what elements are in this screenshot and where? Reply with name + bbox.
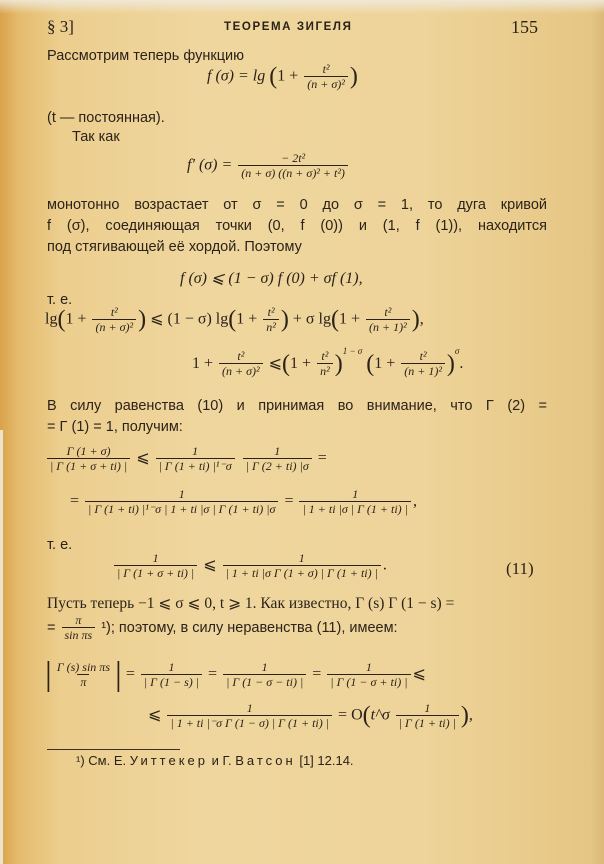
equation-log-inequality: lg(1 + $\frac{\text{t²}}{\text{(n + σ)²}}$ ) ⩽ (1 − σ) lg(1 + $\frac{\text{t²}}{\text{n²}}$ ) + σ lg(1 + $\frac{\text{t²}}{\text{(n + 1)²}}$ ), [45, 305, 424, 334]
eq4-end: , [419, 310, 424, 328]
eq10-frac-2 [396, 702, 459, 730]
paragraph-since: Так как [72, 129, 120, 145]
eq6-f2-num: 1 [192, 444, 199, 458]
eq8-f1-num: 1 [152, 551, 159, 565]
label-ie-2: т. е. [47, 537, 73, 553]
eq7-f1-num: 1 [178, 487, 185, 501]
eq8-f2-den: | 1 + ti |σ Γ (1 + σ) | Γ (1 + ti) | [223, 565, 381, 580]
eq4-b-num: t² [267, 305, 275, 319]
eq5-c-den: (n + 1)² [401, 363, 445, 378]
eq4-lg-a: lg [45, 310, 58, 328]
eq2-den: (n + σ) ((n + σ)² + t²) [238, 165, 348, 180]
eq9-eq1: = [125, 665, 135, 683]
eq6-f1-num: Γ (1 + σ) [66, 444, 111, 458]
eq9-abs-den: π [77, 674, 89, 689]
eq6-frac-1 [47, 445, 130, 473]
eq7-frac-2 [299, 488, 410, 516]
eq8-f2-num: 1 [298, 551, 305, 565]
footnote-reference: [1] 12.14. [299, 753, 354, 768]
eq4-c-num: t² [384, 305, 392, 319]
eq9-eq3: = [312, 665, 322, 683]
footnote [76, 753, 354, 768]
label-ie-1: т. е. [47, 292, 73, 308]
eq5-c-inner: 1 + [374, 355, 396, 372]
eq9-frac-3 [327, 661, 410, 689]
eq4-frac-b [263, 306, 279, 334]
footnote-author-whittaker: Уиттекер [129, 753, 208, 768]
p6-frac-den: sin πs [62, 627, 96, 642]
p6-eq: = [47, 619, 56, 636]
p6-frac-num: π [75, 613, 82, 627]
eq5-c-exp: σ [454, 346, 460, 356]
eq5-b-inner: 1 + [290, 355, 312, 372]
eq6-f2-den: | Γ (1 + ti) |¹⁻σ [156, 458, 235, 473]
running-title: ТЕОРЕМА ЗИГЕЛЯ [224, 21, 353, 33]
paragraph-gamma-line2: = Γ (1) = 1, получим: [47, 419, 183, 435]
eq1-fraction [304, 63, 348, 91]
equation-gamma-bound [45, 445, 327, 473]
equation-derivative [187, 152, 350, 180]
eq4-plus: + σ lg [292, 310, 331, 328]
equation-number-11: (11) [506, 559, 534, 578]
section-number: § 3] [47, 17, 74, 36]
eq4-a-num: t² [110, 305, 118, 319]
eq10-f1-num: 1 [246, 701, 253, 715]
eq10-t-sigma: t^σ [370, 706, 390, 724]
eq9-frac-2 [223, 661, 306, 689]
eq6-f3-num: 1 [274, 444, 281, 458]
paragraph-monotone-line2: f (σ), соединяющая точки (0, f (0)) и (1, f (1)), находится [47, 218, 547, 234]
eq5-a: 1 + [192, 355, 214, 372]
eq10-f2-num: 1 [424, 701, 431, 715]
eq10-f2-den: | Γ (1 + ti) | [396, 715, 459, 730]
eq9-frac-1 [141, 661, 202, 689]
eq9-abs-num: Γ (s) sin πs [56, 660, 110, 674]
footnote-marker: ¹) [76, 753, 85, 768]
eq2-num: − 2t² [281, 151, 306, 165]
eq5-frac-b [317, 350, 333, 378]
footnote-initial: Г. [222, 753, 232, 768]
scan-left-edge [0, 430, 3, 864]
footnote-and: и [211, 753, 219, 768]
eq1-inner: 1 + [277, 67, 299, 85]
p6-rest: ¹); поэтому, в силу неравенства (11), имеем: [101, 619, 398, 636]
eq8-f1-den: | Γ (1 + σ + ti) | [114, 565, 197, 580]
eq4-a-den: (n + σ)² [92, 319, 136, 334]
eq4-rel: ⩽ (1 − σ) lg [150, 310, 229, 328]
eq7-start: = [70, 492, 80, 510]
paragraph-monotone-line1: монотонно возрастает от σ = 0 до σ = 1, то дуга кривой [47, 197, 547, 213]
equation-power-inequality: 1 + $\frac{\text{t²}}{\text{(n + σ)²}}$ ⩽(1 + $\frac{\text{t²}}{\text{n²}}$ )$^{1 - \sigma}$ (1 + $\frac{\text{t²}}{\text{(n + 1)²}}$ )$^\sigma$. [192, 346, 464, 379]
eq9-abs-frac [54, 661, 113, 689]
eq6-end: = [317, 449, 327, 467]
eq5-rel: ⩽ [268, 355, 283, 372]
eq8-rel: ⩽ [203, 556, 217, 574]
eq4-frac-c [366, 306, 410, 334]
eq5-c-num: t² [419, 349, 427, 364]
eq5-a-den: (n + σ)² [219, 363, 263, 378]
eq7-eq: = [284, 492, 294, 510]
paragraph-t-constant: (t — постоянная). [47, 110, 165, 126]
eq4-c-den: (n + 1)² [366, 319, 410, 334]
paragraph-let-now-line1: Пусть теперь −1 ⩽ σ ⩽ 0, t ⩾ 1. Как известно, Γ (s) Γ (1 − s) = [47, 595, 455, 612]
eq4-a-inner: 1 + [65, 310, 87, 328]
eq6-frac-3 [243, 445, 312, 473]
eq9-f1-den: | Γ (1 − s) | [141, 674, 202, 689]
eq1-den: (n + σ)² [304, 76, 348, 91]
eq6-f1-den: | Γ (1 + σ + ti) | [47, 458, 130, 473]
eq5-b-den: n² [317, 363, 333, 378]
paragraph-gamma-line1: В силу равенства (10) и принимая во внимание, что Γ (2) = [47, 398, 547, 414]
eq5-a-num: t² [237, 349, 245, 364]
eq6-rel: ⩽ [136, 449, 150, 467]
scan-top-edge [0, 0, 604, 14]
eq8-end: . [382, 556, 387, 574]
equation-chord: f (σ) ⩽ (1 − σ) f (0) + σf (1), [180, 270, 363, 287]
eq10-start: ⩽ [148, 706, 162, 724]
eq10-f1-den: | 1 + ti |⁻σ Γ (1 − σ) | Γ (1 + ti) | [167, 715, 332, 730]
eq4-b-inner: 1 + [236, 310, 258, 328]
eq9-f3-num: 1 [365, 660, 372, 674]
eq5-b-exp: 1 − σ [342, 346, 363, 356]
eq8-frac-2 [223, 552, 381, 580]
eq1-lhs: f (σ) = lg [207, 67, 266, 85]
eq4-c-inner: 1 + [338, 310, 361, 328]
eq4-b-den: n² [263, 319, 279, 334]
eq5-frac-c [401, 350, 445, 378]
eq7-f2-den: | 1 + ti |σ | Γ (1 + ti) | [299, 501, 410, 516]
eq7-f2-num: 1 [352, 487, 359, 501]
eq5-frac-a [219, 350, 263, 378]
eq4-frac-a [92, 306, 136, 334]
page-number: 155 [511, 17, 538, 37]
equation-gamma-chain [70, 488, 417, 516]
eq10-end: , [468, 706, 473, 724]
equation-11 [112, 552, 387, 580]
eq6-frac-2 [156, 445, 235, 473]
eq8-frac-1 [114, 552, 197, 580]
eq5-end: . [459, 355, 464, 372]
paragraph-intro: Рассмотрим теперь функцию [47, 48, 245, 64]
eq6-f3-den: | Γ (2 + ti) |σ [243, 458, 312, 473]
eq5-b-num: t² [321, 349, 329, 364]
paragraph-monotone-line3: под стягивающей её хордой. Поэтому [47, 239, 302, 255]
eq9-eq2: = [208, 665, 218, 683]
equation-big-o: ⩽ $\frac{1}{\text{| 1 + ti |⁻σ Γ (1 − σ) | Γ (1 + ti) |}}$ = O(t^σ $\frac{1}{| \Gamma (1 + ti) |}$ ), [148, 701, 473, 730]
eq10-frac-1 [167, 702, 332, 730]
eq9-end: ⩽ [412, 665, 426, 683]
eq2-fraction [238, 152, 348, 180]
footnote-see: См. Е. [88, 753, 127, 768]
equation-reflection: | $\frac{\text{Γ (s) sin πs}}{\pi}$ | = $\frac{1}{| \Gamma (1 - s) |}$ = $\frac{1}{| \Gamma (1 - \sigma - ti) |}$ = $\frac{1}{| \Gamma (1 - \sigma + ti) |}$ ⩽ [45, 656, 426, 693]
eq10-eq: = O [338, 706, 363, 724]
paragraph-let-now-line2 [47, 614, 398, 642]
eq7-end: , [412, 492, 417, 510]
footnote-author-watson: Ватсон [235, 753, 296, 768]
p6-fraction [62, 614, 96, 642]
eq7-frac-1 [85, 488, 278, 516]
eq9-f3-den: | Γ (1 − σ + ti) | [327, 674, 410, 689]
footnote-rule [47, 749, 180, 750]
eq9-f2-num: 1 [261, 660, 268, 674]
eq2-lhs: f′ (σ) = [187, 156, 233, 174]
eq9-f2-den: | Γ (1 − σ − ti) | [223, 674, 306, 689]
equation-f-sigma: f (σ) = lg (1 + $\frac{\text{t²}}{\text{(n + σ)²}}$ ) [207, 62, 358, 91]
eq1-num: t² [322, 62, 330, 76]
eq9-f1-num: 1 [168, 660, 175, 674]
eq7-f1-den: | Γ (1 + ti) |¹⁻σ | 1 + ti |σ | Γ (1 + ti) |σ [85, 501, 278, 516]
